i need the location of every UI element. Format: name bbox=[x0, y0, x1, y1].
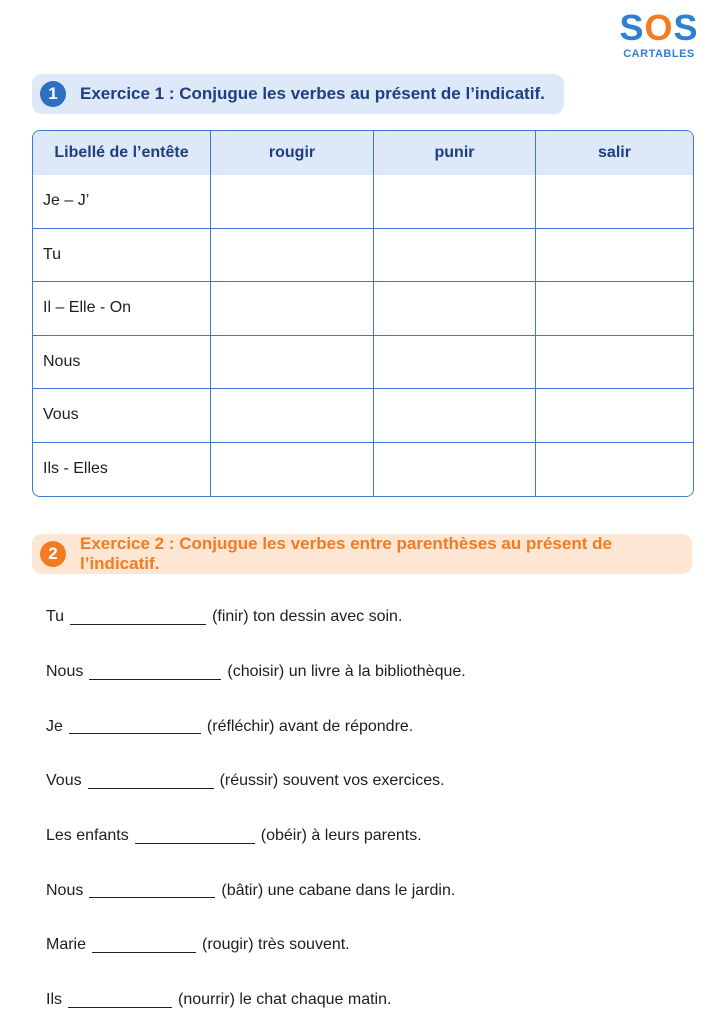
answer-cell[interactable] bbox=[211, 175, 374, 229]
logo-subtitle: CARTABLES bbox=[623, 48, 695, 60]
answer-cell[interactable] bbox=[536, 389, 693, 443]
sentence-item bbox=[46, 645, 686, 700]
sentence-rest: (nourrir) le chat chaque matin. bbox=[178, 991, 392, 1009]
table-row bbox=[33, 443, 693, 497]
answer-blank[interactable] bbox=[135, 829, 255, 844]
logo-mark: SOS bbox=[619, 7, 699, 48]
answer-blank[interactable] bbox=[70, 610, 206, 625]
answer-cell[interactable] bbox=[211, 443, 374, 497]
table-row bbox=[33, 336, 693, 390]
sentence-item bbox=[46, 809, 686, 864]
sentence-item bbox=[46, 590, 686, 645]
exercise2-title: Exercice 2 : Conjugue les verbes entre parenthèses au présent de l’indicatif. bbox=[80, 534, 612, 573]
sentence-subject: Les enfants bbox=[46, 827, 129, 845]
answer-cell[interactable] bbox=[374, 443, 536, 497]
answer-blank[interactable] bbox=[68, 993, 172, 1008]
answer-cell[interactable] bbox=[374, 389, 536, 443]
sentence-subject: Tu bbox=[46, 608, 65, 626]
sentence-rest: (réussir) souvent vos exercices. bbox=[219, 772, 445, 790]
sentence-rest: (obéir) à leurs parents. bbox=[260, 827, 422, 845]
answer-cell[interactable] bbox=[211, 336, 374, 390]
sentence-item bbox=[46, 754, 686, 809]
sentence-rest: (finir) ton dessin avec soin. bbox=[212, 608, 403, 626]
answer-cell[interactable] bbox=[211, 229, 374, 283]
table-header-row bbox=[33, 131, 693, 175]
sentence-rest: (bâtir) une cabane dans le jardin. bbox=[221, 881, 456, 899]
conjugation-table bbox=[32, 130, 694, 497]
exercise2-number-badge: 2 bbox=[40, 541, 66, 567]
answer-blank[interactable] bbox=[89, 883, 215, 898]
exercise2-banner bbox=[32, 534, 692, 574]
answer-blank[interactable] bbox=[89, 665, 221, 680]
header-verb-salir: salir bbox=[536, 131, 693, 175]
header-verb-punir: punir bbox=[374, 131, 536, 175]
sentence-item bbox=[46, 699, 686, 754]
sentence-item bbox=[46, 863, 686, 918]
answer-blank[interactable] bbox=[92, 938, 196, 953]
sentence-item bbox=[46, 973, 686, 1028]
sentence-subject: Marie bbox=[46, 936, 87, 954]
answer-cell[interactable] bbox=[536, 229, 693, 283]
sentence-subject: Nous bbox=[46, 881, 84, 899]
answer-cell[interactable] bbox=[536, 443, 693, 497]
table-row bbox=[33, 389, 693, 443]
sentence-subject: Nous bbox=[46, 663, 84, 681]
answer-cell[interactable] bbox=[374, 229, 536, 283]
sentence-subject: Ils bbox=[46, 991, 62, 1009]
table-row bbox=[33, 175, 693, 229]
sentence-rest: (réfléchir) avant de répondre. bbox=[206, 717, 414, 735]
sentence-rest: (choisir) un livre à la bibliothèque. bbox=[227, 663, 466, 681]
answer-cell[interactable] bbox=[374, 336, 536, 390]
exercise1-number-badge: 1 bbox=[40, 81, 66, 107]
sentence-subject: Je bbox=[46, 717, 63, 735]
header-label: Libellé de l’entête bbox=[33, 131, 211, 175]
answer-cell[interactable] bbox=[374, 282, 536, 336]
answer-cell[interactable] bbox=[536, 175, 693, 229]
exercise1-title: Exercice 1 : Conjugue les verbes au présent de l’indicatif. bbox=[80, 84, 545, 103]
sentence-item bbox=[46, 918, 686, 973]
answer-cell[interactable] bbox=[211, 282, 374, 336]
pronoun-cell: Il – Elle - On bbox=[33, 282, 211, 336]
answer-blank[interactable] bbox=[69, 719, 201, 734]
sentence-list bbox=[46, 590, 686, 1028]
pronoun-cell: Ils - Elles bbox=[33, 443, 211, 497]
answer-cell[interactable] bbox=[211, 389, 374, 443]
exercise1-banner bbox=[32, 74, 564, 114]
sentence-subject: Vous bbox=[46, 772, 82, 790]
pronoun-cell: Vous bbox=[33, 389, 211, 443]
answer-cell[interactable] bbox=[374, 175, 536, 229]
pronoun-cell: Je – J’ bbox=[33, 175, 211, 229]
pronoun-cell: Nous bbox=[33, 336, 211, 390]
answer-cell[interactable] bbox=[536, 282, 693, 336]
header-verb-rougir: rougir bbox=[211, 131, 374, 175]
table-row bbox=[33, 282, 693, 336]
sentence-rest: (rougir) très souvent. bbox=[202, 936, 350, 954]
answer-blank[interactable] bbox=[88, 774, 214, 789]
logo bbox=[617, 7, 701, 60]
table-row bbox=[33, 229, 693, 283]
pronoun-cell: Tu bbox=[33, 229, 211, 283]
answer-cell[interactable] bbox=[536, 336, 693, 390]
